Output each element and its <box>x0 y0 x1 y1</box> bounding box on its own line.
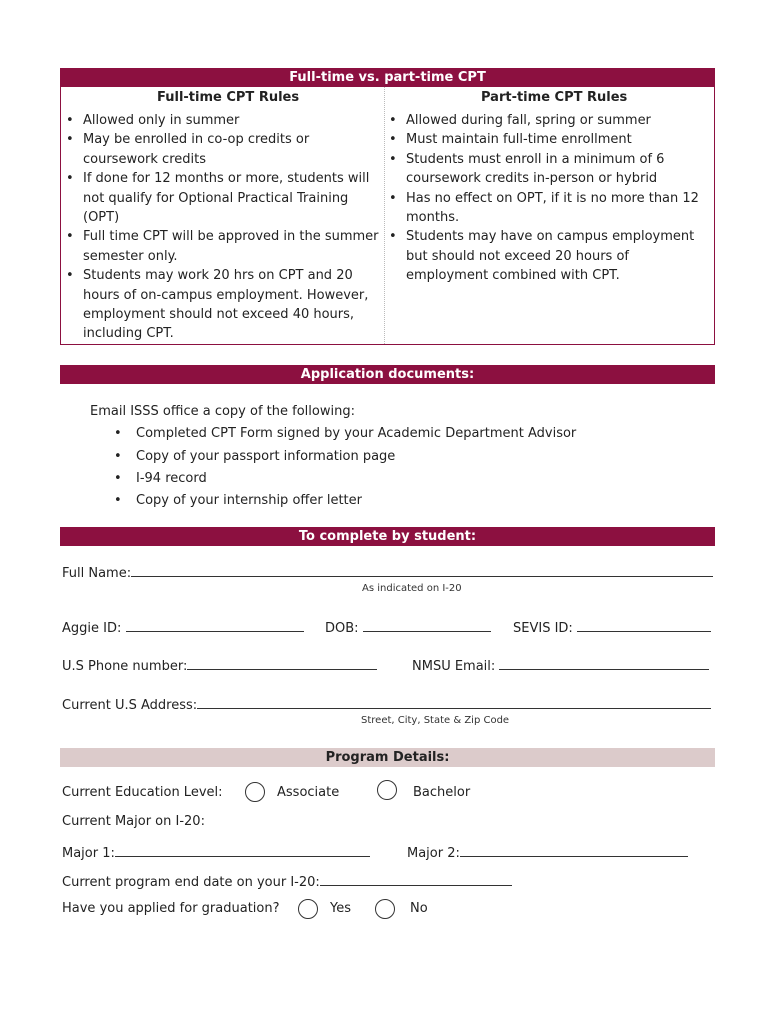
full-time-rule: • If done for 12 months or more, students will not qualify for Optional Practical Training (OPT) <box>61 169 381 227</box>
part-time-rule: • Must maintain full-time enrollment <box>384 130 704 149</box>
part-time-rule: • Has no effect on OPT, if it is no more than 12 months. <box>384 189 704 228</box>
email-label: NMSU Email: <box>412 659 496 674</box>
full-time-rules <box>61 111 381 344</box>
graduation-no-radio[interactable] <box>375 899 395 919</box>
cpt-rules-table <box>60 87 715 345</box>
bachelor-radio[interactable] <box>377 780 397 800</box>
email-row <box>412 656 709 674</box>
document-item: • I-94 record <box>90 468 576 490</box>
phone-label: U.S Phone number: <box>62 659 188 674</box>
graduation-label: Have you applied for graduation? <box>62 901 280 916</box>
end-date-label: Current program end date on your I-20: <box>62 875 320 890</box>
part-time-rule: • Students may have on campus employment but should not exceed 20 hours of employment combined with CPT. <box>384 227 704 285</box>
full-time-rule: • Students may work 20 hrs on CPT and 20 hours of on-campus employment. However, employment should not exceed 40 hours, including CPT. <box>61 266 381 344</box>
program-section-header: Program Details: <box>60 748 715 767</box>
part-time-heading: Part-time CPT Rules <box>481 90 628 105</box>
aggie-id-field[interactable] <box>126 618 304 632</box>
end-date-field[interactable] <box>320 872 512 886</box>
major1-row <box>62 843 370 861</box>
major-label: Current Major on I-20: <box>62 814 205 829</box>
application-intro: Email ISSS office a copy of the following: <box>90 404 355 419</box>
student-section-header: To complete by student: <box>60 527 715 546</box>
full-time-rule: • Full time CPT will be approved in the summer semester only. <box>61 227 381 266</box>
dob-row <box>325 618 491 636</box>
document-item: • Completed CPT Form signed by your Academic Department Advisor <box>90 423 576 445</box>
full-name-field[interactable] <box>131 563 713 577</box>
graduation-yes-label: Yes <box>330 901 351 916</box>
bachelor-label: Bachelor <box>413 785 471 800</box>
graduation-no-label: No <box>410 901 428 916</box>
dob-field[interactable] <box>363 618 491 632</box>
full-name-row <box>62 563 713 581</box>
dob-label: DOB: <box>325 621 359 636</box>
full-time-rule: • May be enrolled in co-op credits or coursework credits <box>61 130 381 169</box>
address-label: Current U.S Address: <box>62 698 198 713</box>
application-section-header: Application documents: <box>60 365 715 384</box>
phone-row <box>62 656 377 674</box>
application-documents <box>90 401 576 512</box>
major2-field[interactable] <box>460 843 688 857</box>
part-time-rules <box>384 111 704 286</box>
end-date-row <box>62 872 512 890</box>
phone-field[interactable] <box>187 656 377 670</box>
email-field[interactable] <box>499 656 709 670</box>
address-row <box>62 695 711 713</box>
document-item: • Copy of your passport information page <box>90 446 576 468</box>
part-time-rule: • Allowed during fall, spring or summer <box>384 111 704 130</box>
address-field[interactable] <box>197 695 711 709</box>
cpt-section-header: Full-time vs. part-time CPT <box>60 68 715 87</box>
aggie-id-label: Aggie ID: <box>62 621 122 636</box>
graduation-yes-radio[interactable] <box>298 899 318 919</box>
major1-label: Major 1: <box>62 846 115 861</box>
associate-label: Associate <box>277 785 340 800</box>
major2-label: Major 2: <box>407 846 460 861</box>
major2-row <box>407 843 688 861</box>
document-item: • Copy of your internship offer letter <box>90 490 576 512</box>
part-time-rule: • Students must enroll in a minimum of 6 coursework credits in-person or hybrid <box>384 150 704 189</box>
full-name-label: Full Name: <box>62 566 132 581</box>
aggie-id-row <box>62 618 304 636</box>
sevis-field[interactable] <box>577 618 711 632</box>
sevis-row <box>513 618 711 636</box>
education-label: Current Education Level: <box>62 785 223 800</box>
major1-field[interactable] <box>115 843 370 857</box>
address-hint: Street, City, State & Zip Code <box>361 715 510 726</box>
full-name-hint: As indicated on I-20 <box>362 583 462 594</box>
associate-radio[interactable] <box>245 782 265 802</box>
full-time-rule: • Allowed only in summer <box>61 111 381 130</box>
full-time-heading: Full-time CPT Rules <box>157 90 300 105</box>
sevis-label: SEVIS ID: <box>513 621 573 636</box>
